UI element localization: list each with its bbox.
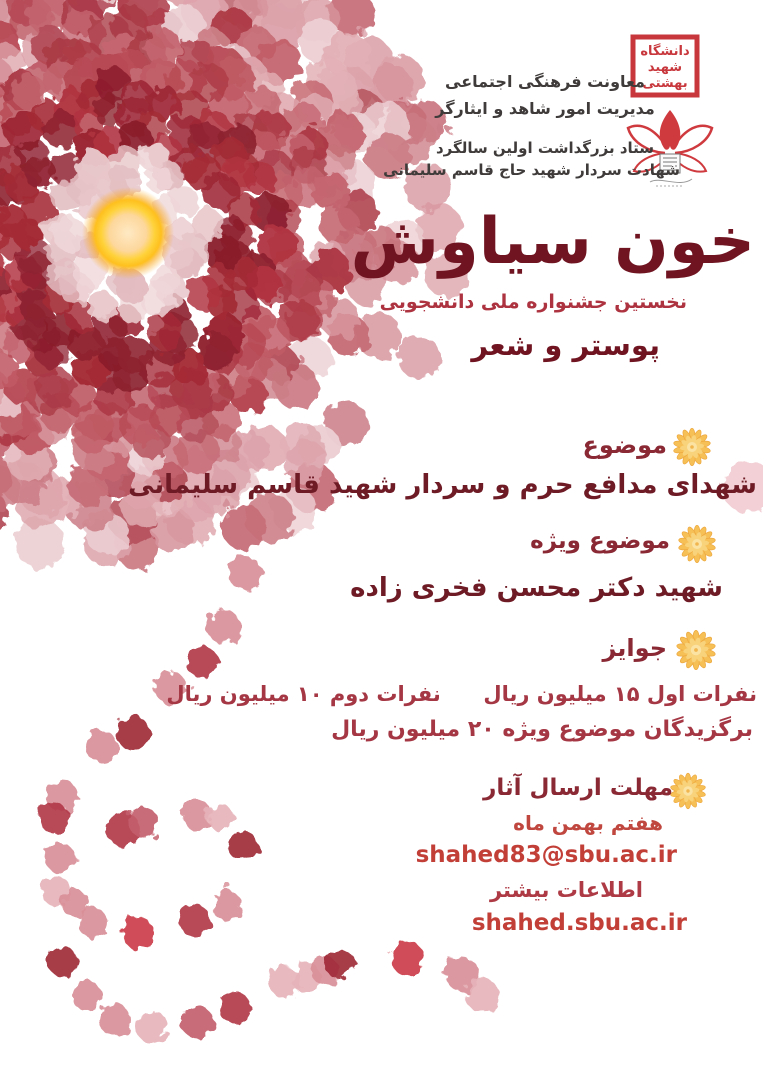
poster-title: خون سیاوش [350,205,755,279]
prize-first: نفرات اول ۱۵ میلیون ریال [483,682,757,706]
poster-subtitle: نخستین جشنواره ملی دانشجویی [379,291,687,313]
prize-second: نفرات دوم ۱۰ میلیون ریال [166,682,441,706]
affiliation-line-1: معاونت فرهنگی اجتماعی [445,72,645,91]
affiliation-line-3: ستاد بزرگداشت اولین سالگرد [435,139,655,157]
affiliation-line-2: مدیریت امور شاهد و ایثارگر [435,99,655,118]
flower-bullet-icon [672,427,712,467]
flower-bullet-icon [669,772,707,810]
university-logo-word2: شهید [647,60,683,75]
section-heading-prizes: جوایز [602,634,667,662]
sun-center [82,187,174,279]
affiliation-line-4: شهادت سردار شهید حاج قاسم سلیمانی [383,161,680,179]
more-info-label: اطلاعات بیشتر [489,878,643,902]
flower-bullet-icon [675,629,717,671]
section-heading-deadline: مهلت ارسال آثار [483,775,673,801]
prize-line-1 [166,682,757,706]
section-heading-special: موضوع ویژه [530,528,670,554]
prize-line-2: برگزیدگان موضوع ویژه ۲۰ میلیون ریال [331,717,753,742]
deadline-date: هفتم بهمن ماه [513,811,663,835]
section-body-topic: شهدای مدافع حرم و سردار شهید قاسم سلیمانی [128,470,757,500]
website-url[interactable]: shahed.sbu.ac.ir [471,910,687,936]
submission-email[interactable]: shahed83@sbu.ac.ir [415,842,677,868]
festival-type: پوستر و شعر [471,328,660,362]
section-heading-topic: موضوع [582,431,667,459]
university-logo-word3: بهشتی [642,76,688,91]
flower-bullet-icon [677,524,717,564]
section-body-special: شهید دکتر محسن فخری زاده [350,573,723,603]
university-logo-word1: دانشگاه [640,44,690,59]
